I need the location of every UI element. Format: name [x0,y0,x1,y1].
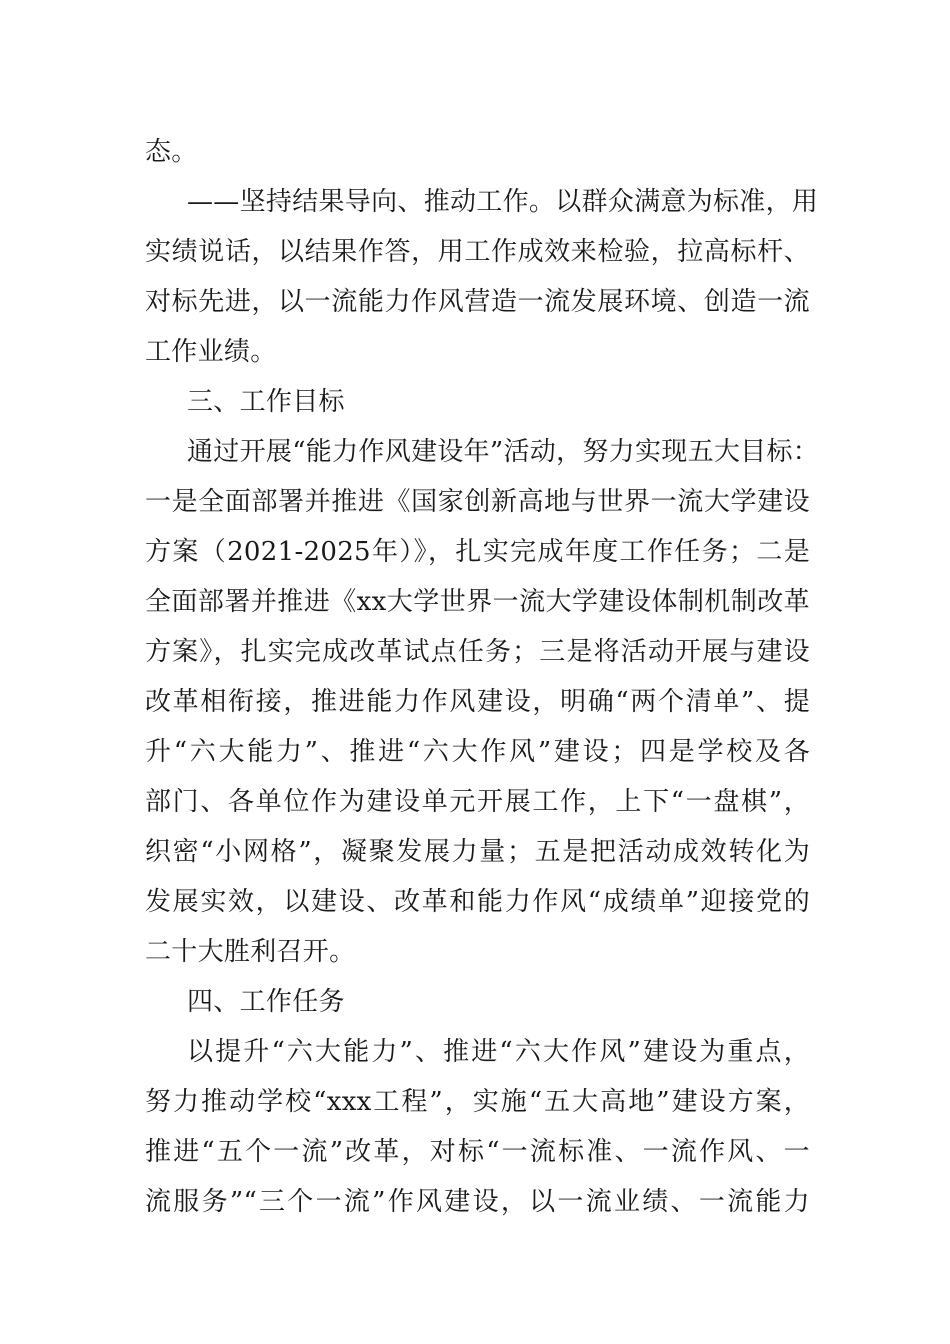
text-line: 通过开展“能力作风建设年”活动，努力实现五大目标： [187,437,820,467]
text-line: 升“六大能力”、推进“六大作风”建设；四是学校及各 [145,737,810,767]
text-line: 努力推动学校“xxx工程”，实施“五大高地”建设方案， [145,1087,810,1117]
text-line: 对标先进，以一流能力作风营造一流发展环境、创造一流 [145,287,810,317]
text-line: ——坚持结果导向、推动工作。以群众满意为标准，用 [187,187,819,217]
text-line: 改革相衔接，推进能力作风建设，明确“两个清单”、提 [145,687,810,717]
section-heading: 四、工作任务 [187,987,345,1017]
text-line: 实绩说话，以结果作答，用工作成效来检验，拉高标杆、 [145,237,810,267]
text-line: 方案》，扎实完成改革试点任务；三是将活动开展与建设 [145,637,810,667]
text-line: 全面部署并推进《xx大学世界一流大学建设体制机制改革 [145,587,810,617]
text-line: 方案（2021-2025年）》，扎实完成年度工作任务；二是 [145,537,810,567]
text-line: 一是全面部署并推进《国家创新高地与世界一流大学建设 [145,487,810,517]
text-line: 以提升“六大能力”、推进“六大作风”建设为重点， [187,1037,810,1067]
text-line: 态。 [145,137,198,167]
text-line: 推进“五个一流”改革，对标“一流标准、一流作风、一 [145,1137,810,1167]
text-line: 工作业绩。 [145,337,277,367]
text-line: 部门、各单位作为建设单元开展工作，上下“一盘棋”， [145,787,810,817]
text-line: 发展实效，以建设、改革和能力作风“成绩单”迎接党的 [145,887,810,917]
text-line: 流服务”“三个一流”作风建设，以一流业绩、一流能力 [145,1187,810,1217]
section-heading: 三、工作目标 [187,387,345,417]
document-body [145,127,820,1227]
text-line: 织密“小网格”，凝聚发展力量；五是把活动成效转化为 [145,837,810,867]
text-line: 二十大胜利召开。 [145,937,356,967]
